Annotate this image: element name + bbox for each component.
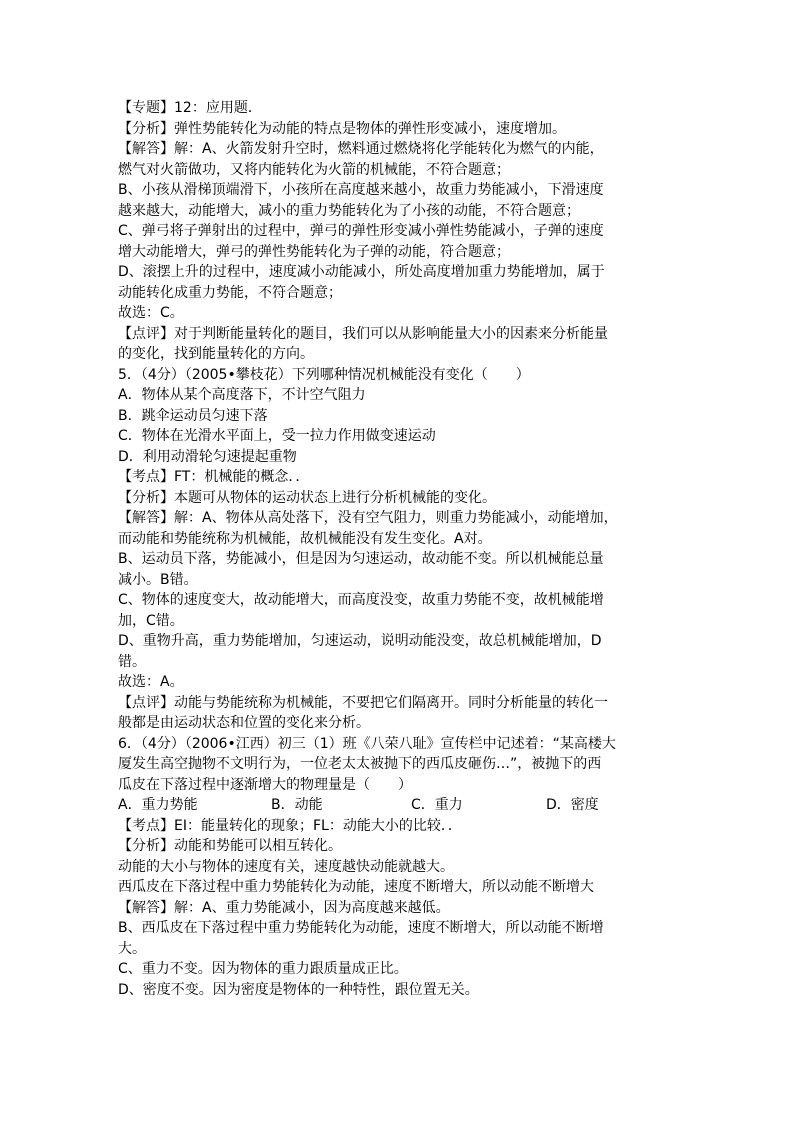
choice-row [118, 795, 688, 816]
question-stem: 5．（4分）（2005•攀枝花）下列哪种情况机械能没有变化（ ） [118, 366, 530, 383]
text-line: 【解答】解：A、物体从高处落下，没有空气阻力，则重力势能减小，动能增加， [118, 510, 618, 526]
choice-b: B．动能 [271, 797, 323, 813]
text-line: 【分析】弹性势能转化为动能的特点是物体的弹性形变减小，速度增加。 [118, 120, 566, 137]
text-line: 【分析】本题可从物体的运动状态上进行分析机械能的变化。 [118, 489, 496, 506]
text-line: 【考点】FT：机械能的概念．． [118, 469, 310, 485]
text-line: 故选：C。 [118, 305, 184, 321]
question-5 [118, 365, 688, 734]
text-line: B、西瓜皮在下落过程中重力势能转化为动能，速度不断增大，所以动能不断增 [118, 920, 604, 936]
text-line: C、物体的速度变大，故动能增大，而高度没变，故重力势能不变，故机械能增 [118, 592, 604, 608]
text-line: D、密度不变。因为密度是物体的一种特性，跟位置无关。 [118, 981, 479, 998]
text-line: 【解答】解：A、重力势能减小，因为高度越来越低。 [118, 899, 450, 916]
choice-c: C．物体在光滑水平面上，受一拉力作用做变速运动 [118, 428, 436, 444]
text-line: D、滚摆上升的过程中，速度减小动能减小，所处高度增加重力势能增加，属于 [118, 264, 605, 280]
choice-a: A．重力势能 [118, 797, 198, 813]
text-line: 【解答】解：A、火箭发射升空时，燃料通过燃烧将化学能转化为燃气的内能， [118, 141, 604, 157]
question-stem: 6．（4分）（2006•江西）初三（1）班《八荣八耻》宣传栏中记述着：“某高楼大 [118, 735, 616, 752]
text-line: 【专题】12：应用题． [118, 100, 262, 116]
text-line: 动能转化成重力势能，不符合题意； [118, 284, 342, 301]
question-stem: 厦发生高空抛物不文明行为，一位老太太被抛下的西瓜皮砸伤…”，被抛下的西 [118, 756, 602, 772]
text-line: B、运动员下落，势能减小，但是因为匀速运动，故动能不变。所以机械能总量 [118, 551, 604, 567]
text-line: 【点评】对于判断能量转化的题目，我们可以从影响能量大小的因素来分析能量 [118, 325, 608, 342]
choice-a: A．物体从某个高度落下，不计空气阻力 [118, 387, 366, 403]
text-line: 【考点】EI：能量转化的现象；FL：动能大小的比较．． [118, 817, 462, 834]
text-line: D、重物升高，重力势能增加，匀速运动，说明动能没变，故总机械能增加，D [118, 633, 602, 649]
text-line: 【分析】动能和势能可以相互转化。 [118, 838, 342, 854]
text-line: 越来越大，动能增大，减小的重力势能转化为了小孩的动能，不符合题意； [118, 202, 580, 219]
text-line: 【点评】动能与势能统称为机械能，不要把它们隔离开。同时分析能量的转化一 [118, 694, 608, 711]
text-line: 错。 [118, 653, 146, 670]
text-line: 增大动能增大，弹弓的弹性势能转化为子弹的动能，符合题意； [118, 243, 510, 260]
text-line: 西瓜皮在下落过程中重力势能转化为动能，速度不断增大，所以动能不断增大 [118, 879, 594, 895]
text-line: 而动能和势能统称为机械能，故机械能没有发生变化。A对。 [118, 530, 492, 547]
q4-solution [118, 98, 688, 365]
text-line: B、小孩从滑梯顶端滑下，小孩所在高度越来越小，故重力势能减小，下滑速度 [118, 182, 604, 198]
text-line: 的变化，找到能量转化的方向。 [118, 346, 314, 362]
choice-c: C．重力 [411, 797, 463, 813]
text-line: 般都是由运动状态和位置的变化来分析。 [118, 715, 370, 731]
choice-d: D．密度 [546, 797, 599, 813]
text-line: 动能的大小与物体的速度有关，速度越快动能就越大。 [118, 858, 454, 875]
text-line: 加，C错。 [118, 612, 184, 629]
text-line: C、弹弓将子弹射出的过程中，弹弓的弹性形变减小弹性势能减小，子弹的速度 [118, 223, 604, 239]
text-line: 燃气对火箭做功，又将内能转化为火箭的机械能，不符合题意； [118, 161, 510, 178]
text-line: 减小。B错。 [118, 571, 198, 588]
text-line: 大。 [118, 940, 146, 957]
document-page [118, 98, 688, 1000]
choice-b: B．跳伞运动员匀速下落 [118, 407, 268, 424]
text-line: C、重力不变。因为物体的重力跟质量成正比。 [118, 961, 408, 977]
question-stem: 瓜皮在下落过程中逐渐增大的物理量是（ ） [118, 776, 412, 793]
text-line: 故选：A。 [118, 674, 184, 690]
choice-d: D．利用动滑轮匀速提起重物 [118, 448, 297, 465]
question-6 [118, 734, 688, 1001]
